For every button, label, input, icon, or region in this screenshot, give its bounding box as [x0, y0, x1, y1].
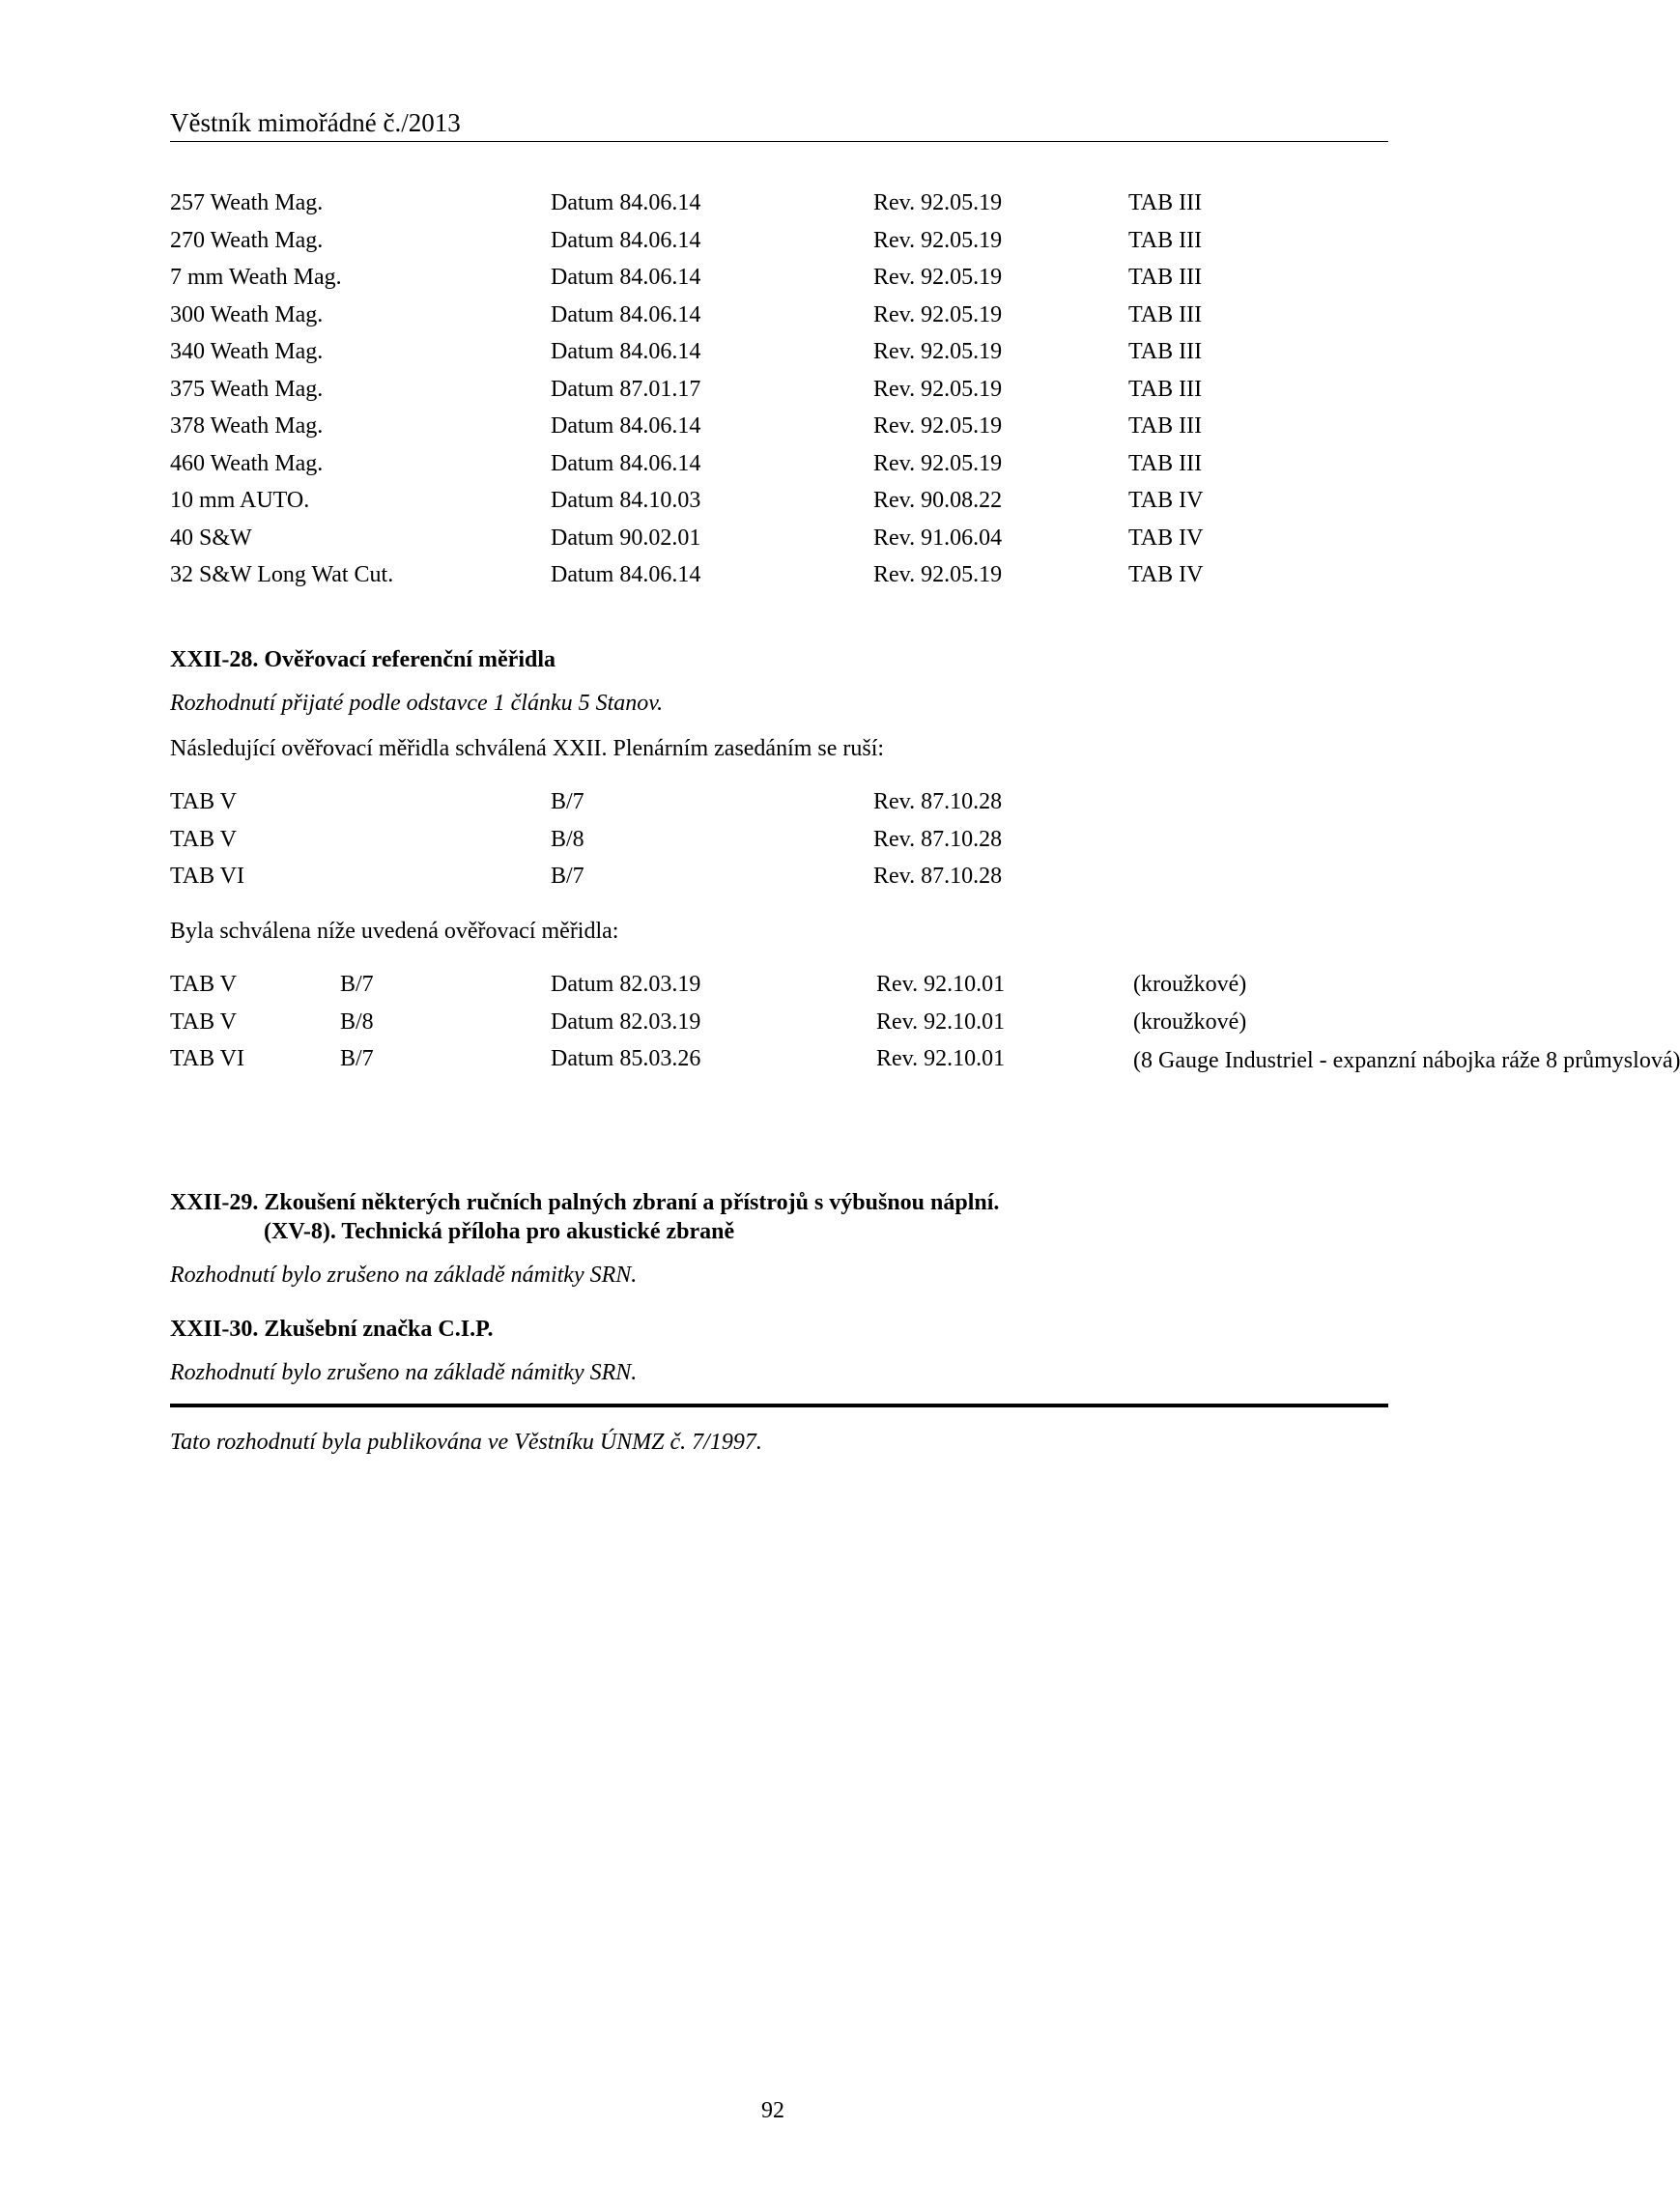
cartridge-row-cell: Rev. 91.06.04 — [873, 525, 1003, 551]
cartridge-row-cell: TAB III — [1128, 450, 1203, 476]
section-28-heading: XXII-28. Ověřovací referenční měřidla — [170, 647, 556, 672]
approved-intro: Byla schválena níže uvedená ověřovací měřidla: — [170, 919, 619, 944]
approved-row-cell: (8 Gauge Industriel - expanzní nábojka ráže 8 průmyslová) — [1133, 1048, 1680, 1073]
cartridge-row — [0, 562, 1546, 595]
cartridge-row-cell: 375 Weath Mag. — [170, 376, 324, 402]
approved-row-cell: B/8 — [340, 1008, 374, 1035]
cartridge-row-cell: Rev. 92.05.19 — [873, 450, 1003, 476]
approved-row-cell: (kroužkové) — [1133, 972, 1247, 997]
cartridge-row-cell: Rev. 92.05.19 — [873, 227, 1003, 253]
cartridge-row-cell: 257 Weath Mag. — [170, 190, 324, 215]
approved-row-cell: B/7 — [340, 1046, 374, 1071]
cartridge-row-cell: Rev. 90.08.22 — [873, 488, 1003, 513]
cartridge-row-cell: Datum 84.06.14 — [551, 190, 701, 215]
cartridge-row-cell: TAB III — [1128, 227, 1203, 253]
cancelled-row-cell: TAB VI — [170, 864, 244, 889]
cartridge-row-cell: Rev. 92.05.19 — [873, 413, 1003, 439]
cartridge-row-cell: 378 Weath Mag. — [170, 413, 324, 439]
cartridge-row-cell: Datum 84.10.03 — [551, 488, 701, 513]
cartridge-row-cell: Datum 84.06.14 — [551, 413, 701, 439]
section-divider — [170, 1404, 1388, 1407]
cartridge-row-cell: 32 S&W Long Wat Cut. — [170, 562, 394, 587]
cartridge-row-cell: TAB III — [1128, 301, 1203, 327]
cancelled-row-cell: TAB V — [170, 789, 237, 814]
cancelled-row-cell: B/7 — [551, 789, 584, 814]
cartridge-row-cell: 270 Weath Mag. — [170, 227, 324, 253]
cartridge-row — [0, 339, 1546, 372]
cartridge-row-cell: TAB IV — [1128, 525, 1204, 551]
section-30-heading: XXII-30. Zkušební značka C.I.P. — [170, 1317, 494, 1342]
cartridge-row-cell: 460 Weath Mag. — [170, 450, 324, 476]
cartridge-row-cell: 40 S&W — [170, 525, 252, 551]
cartridge-row-cell: Rev. 92.05.19 — [873, 301, 1003, 327]
approved-row-cell: TAB VI — [170, 1046, 244, 1071]
cancelled-row-cell: TAB V — [170, 826, 237, 852]
section-29-heading-line1: XXII-29. Zkoušení některých ručních palných zbraní a přístrojů s výbušnou náplní. — [170, 1190, 1000, 1215]
cartridge-row-cell: Datum 84.06.14 — [551, 227, 701, 253]
approved-row-cell: Rev. 92.10.01 — [876, 1008, 1006, 1035]
cancelled-row-cell: Rev. 87.10.28 — [873, 789, 1003, 814]
approved-row-cell: Rev. 92.10.01 — [876, 972, 1006, 997]
cartridge-row-cell: Datum 84.06.14 — [551, 301, 701, 327]
cartridge-row — [0, 413, 1546, 446]
approved-row — [0, 972, 1546, 1005]
cartridge-row — [0, 488, 1546, 521]
cartridge-row — [0, 228, 1546, 261]
cartridge-row-cell: Rev. 92.05.19 — [873, 376, 1003, 402]
cancelled-row-cell: B/8 — [551, 826, 584, 852]
cartridge-row-cell: Datum 84.06.14 — [551, 450, 701, 476]
cancelled-row — [0, 789, 1546, 822]
section-28-intro: Následující ověřovací měřidla schválená XXII. Plenárním zasedáním se ruší: — [170, 736, 885, 761]
cartridge-row-cell: Datum 90.02.01 — [551, 525, 701, 551]
cartridge-row — [0, 525, 1546, 558]
approved-row-cell: (kroužkové) — [1133, 1008, 1247, 1035]
approved-row — [0, 1009, 1546, 1042]
cancelled-row — [0, 827, 1546, 860]
cartridge-row-cell: 300 Weath Mag. — [170, 301, 324, 327]
cartridge-row-cell: Rev. 92.05.19 — [873, 265, 1003, 290]
cartridge-row-cell: TAB IV — [1128, 562, 1204, 587]
section-30-note: Rozhodnutí bylo zrušeno na základě námitky SRN. — [170, 1360, 638, 1385]
section-29-note: Rozhodnutí bylo zrušeno na základě námitky SRN. — [170, 1263, 638, 1288]
cartridge-row-cell: 10 mm AUTO. — [170, 488, 310, 513]
page-header-title: Věstník mimořádné č./2013 — [170, 108, 461, 137]
cartridge-row-cell: Datum 84.06.14 — [551, 562, 701, 587]
approved-row — [0, 1046, 1680, 1079]
cartridge-row-cell: TAB IV — [1128, 488, 1204, 513]
cartridge-row — [0, 377, 1546, 410]
cartridge-row-cell: TAB III — [1128, 265, 1203, 290]
cancelled-row-cell: Rev. 87.10.28 — [873, 864, 1003, 889]
header-rule — [170, 141, 1388, 142]
cartridge-row-cell: TAB III — [1128, 413, 1203, 439]
cartridge-row — [0, 451, 1546, 484]
approved-row-cell: TAB V — [170, 972, 237, 997]
cartridge-row — [0, 265, 1546, 298]
approved-row-cell: Datum 85.03.26 — [551, 1046, 701, 1071]
cancelled-row — [0, 864, 1546, 896]
page-number: 92 — [761, 2098, 784, 2123]
cartridge-row-cell: Datum 84.06.14 — [551, 339, 701, 364]
cancelled-row-cell: B/7 — [551, 864, 584, 889]
section-28-decision: Rozhodnutí přijaté podle odstavce 1 článku 5 Stanov. — [170, 691, 664, 716]
approved-row-cell: TAB V — [170, 1008, 237, 1035]
cartridge-row-cell: Rev. 92.05.19 — [873, 339, 1003, 364]
approved-row-cell: B/7 — [340, 972, 374, 997]
cartridge-row-cell: TAB III — [1128, 190, 1203, 215]
cartridge-row — [0, 302, 1546, 335]
publication-note: Tato rozhodnutí byla publikována ve Věstníku ÚNMZ č. 7/1997. — [170, 1430, 762, 1455]
cartridge-row-cell: TAB III — [1128, 339, 1203, 364]
cartridge-row-cell: Rev. 92.05.19 — [873, 190, 1003, 215]
cartridge-row-cell: 340 Weath Mag. — [170, 339, 324, 364]
cartridge-row — [0, 190, 1546, 223]
approved-row-cell: Datum 82.03.19 — [551, 1008, 701, 1035]
approved-row-cell: Rev. 92.10.01 — [876, 1046, 1006, 1071]
cartridge-row-cell: Datum 87.01.17 — [551, 376, 701, 402]
cartridge-row-cell: Rev. 92.05.19 — [873, 562, 1003, 587]
cartridge-row-cell: TAB III — [1128, 376, 1203, 402]
cancelled-row-cell: Rev. 87.10.28 — [873, 826, 1003, 852]
cartridge-row-cell: Datum 84.06.14 — [551, 265, 701, 290]
section-29-heading-line2: (XV-8). Technická příloha pro akustické zbraně — [264, 1219, 735, 1244]
cartridge-row-cell: 7 mm Weath Mag. — [170, 265, 342, 290]
approved-row-cell: Datum 82.03.19 — [551, 972, 701, 997]
